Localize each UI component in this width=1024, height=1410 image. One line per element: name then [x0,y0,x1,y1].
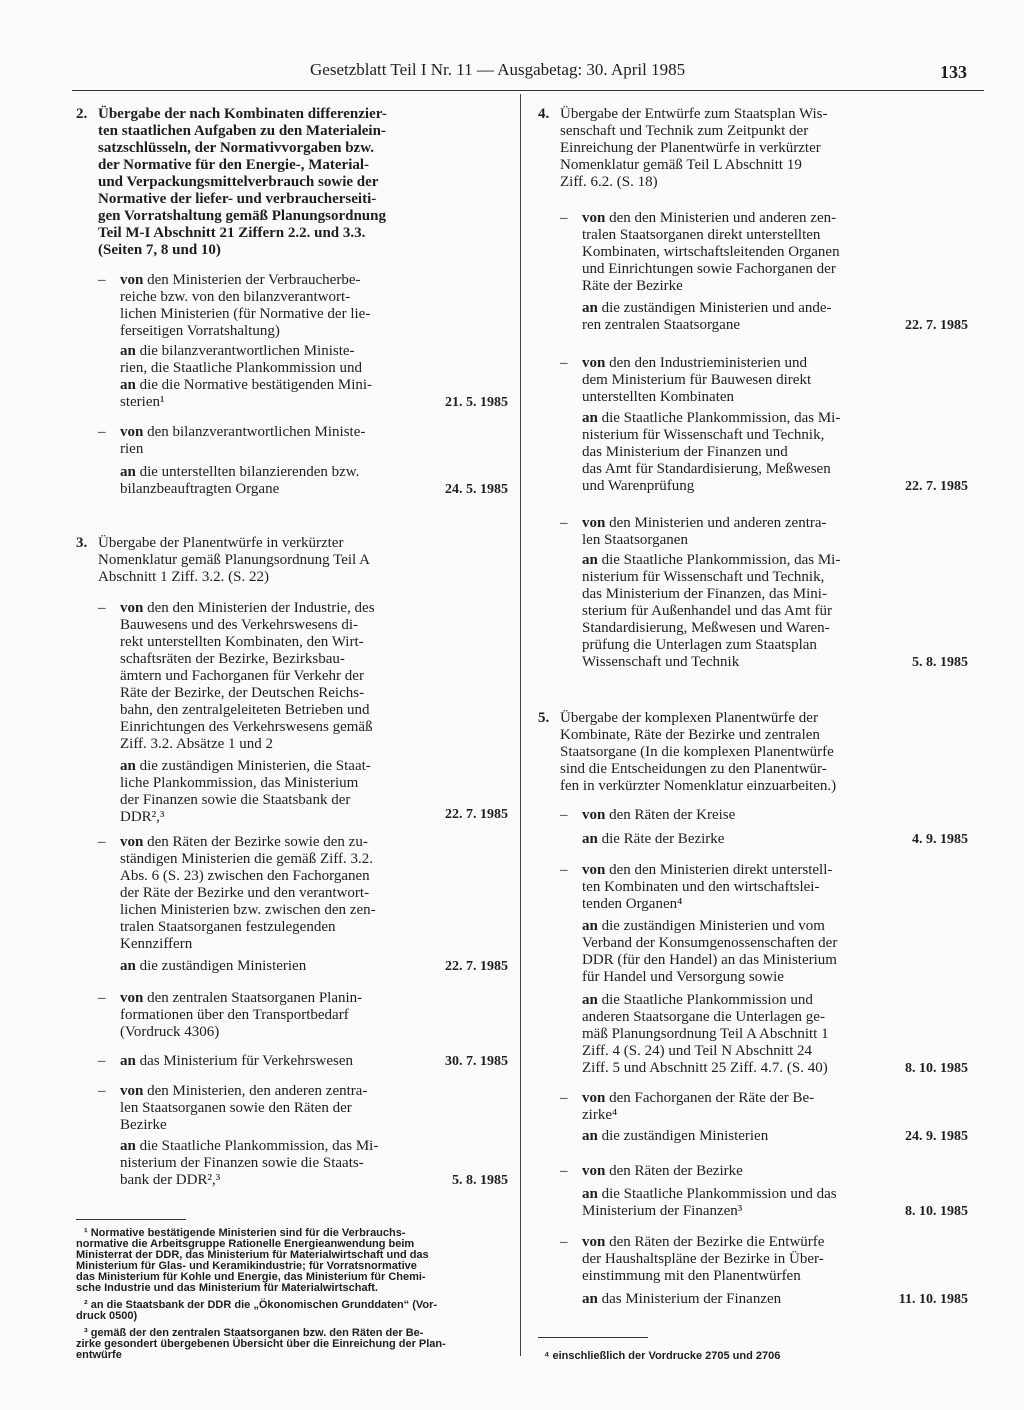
an-line: ren zentralen Staatsorgane [582,317,740,333]
an-line: Wissenschaft und Technik [582,654,740,670]
von-line: zirke⁴ [582,1107,618,1123]
deadline-date: 21. 5. 1985 [445,395,508,410]
page-number: 133 [940,62,967,82]
von-line: schaftsräten der Bezirke, Bezirksbau- [120,651,345,667]
von-line: der Räte der Bezirke und den verantwort- [120,885,370,901]
von-line: ten Kombinaten und den wirtschaftslei- [582,879,820,895]
von-line: der Haushaltspläne der Bezirke in Über- [582,1251,824,1267]
an-line: für Handel und Versorgung sowie [582,969,784,985]
dash-bullet: – [560,1163,568,1179]
von-line: von den zentralen Staatsorganen Planin- [120,990,363,1006]
an-line: Ministerium der Finanzen³ [582,1203,743,1219]
dash-bullet: – [560,1090,568,1106]
an-line: der Finanzen sowie die Staatsbank der [120,792,351,808]
an-line: an die zuständigen Ministerien und ande- [582,300,832,316]
an-line: DDR²,³ [120,809,165,825]
dash-bullet: – [98,272,106,288]
von-line: dem Ministerium für Bauwesen direkt [582,372,812,388]
an-line: prüfung die Unterlagen zum Staatsplan [582,637,817,653]
von-line: unterstellten Kombinaten [582,389,735,405]
von-line: tenden Organen⁴ [582,896,683,912]
von-line: rien [120,441,144,457]
an-line: mäß Planungsordnung Teil A Abschnitt 1 [582,1026,829,1042]
von-line: von den den Industrieministerien und [582,355,807,371]
deadline-date: 5. 8. 1985 [912,655,968,670]
von-line: len Staatsorganen [582,532,688,548]
von-line: von den bilanzverantwortlichen Ministe- [120,424,366,440]
deadline-date: 24. 9. 1985 [905,1129,968,1144]
von-line: Bauwesens und des Verkehrswesens di- [120,617,359,633]
deadline-date: 30. 7. 1985 [445,1054,508,1069]
an-line: Verband der Konsumgenossenschaften der [582,935,838,951]
dash-bullet: – [98,990,106,1006]
von-line: Abs. 6 (S. 23) zwischen den Fachorganen [120,868,370,884]
dash-bullet: – [560,1234,568,1250]
item-number: 2. [76,106,88,122]
an-line: an das Ministerium der Finanzen [582,1291,782,1307]
dash-bullet: – [98,834,106,850]
an-line: bilanzbeauftragten Organe [120,481,280,497]
von-line: ferseitigen Vorratshaltung) [120,323,280,339]
an-line: nisterium für Wissenschaft und Technik, [582,427,825,443]
von-line: von den den Ministerien direkt unterstell- [582,862,833,878]
von-line: von den Ministerien der Verbraucherbe- [120,272,361,288]
an-line: an die bilanzverantwortlichen Ministe- [120,343,355,359]
an-line: das Amt für Standardisierung, Meßwesen [582,461,831,477]
an-line: liche Plankommission, das Ministerium [120,775,359,791]
an-line: anderen Staatsorgane die Unterlagen ge- [582,1009,825,1025]
footnote-4: ⁴ einschließlich der Vordrucke 2705 und 2706 [544,1350,781,1362]
item-number: 3. [76,535,88,551]
von-line: tralen Staatsorganen festzulegenden [120,919,336,935]
von-line: Räte der Bezirke [582,278,683,294]
von-line: Kombinaten, wirtschaftsleitenden Organen [582,244,840,260]
von-line: von den Räten der Kreise [582,807,736,823]
dash-bullet: – [98,600,106,616]
von-line: von den Ministerien und anderen zentra- [582,515,827,531]
an-line: und Warenprüfung [582,478,695,494]
deadline-date: 22. 7. 1985 [445,959,508,974]
dash-bullet: – [98,1053,106,1069]
von-line: und Einrichtungen sowie Fachorganen der [582,261,836,277]
dash-bullet: – [560,355,568,371]
deadline-date: 11. 10. 1985 [898,1292,968,1307]
von-line: len Staatsorganen sowie den Räten der [120,1100,352,1116]
von-line: tralen Staatsorganen direkt unterstellten [582,227,821,243]
von-line: Einrichtungen des Verkehrswesens gemäß [120,719,373,735]
an-line: an die zuständigen Ministerien und vom [582,918,825,934]
column-divider [520,94,521,1356]
dash-bullet: – [98,1083,106,1099]
an-line: rien, die Staatliche Plankommission und [120,360,363,376]
deadline-date: 22. 7. 1985 [445,807,508,822]
item-number: 5. [538,710,550,726]
dash-bullet: – [560,515,568,531]
an-line: nisterium der Finanzen sowie die Staats- [120,1155,364,1171]
header-rule [72,90,984,91]
deadline-date: 8. 10. 1985 [905,1204,968,1219]
von-line: Räte der Bezirke, der Deutschen Reichs- [120,685,365,701]
dash-bullet: – [98,424,106,440]
an-line: das Ministerium der Finanzen und [582,444,788,460]
an-line: sterium für Außenhandel und das Amt für [582,603,832,619]
von-line: reiche bzw. von den bilanzverantwort- [120,289,351,305]
von-line: (Vordruck 4306) [120,1024,220,1040]
an-line: an die Staatliche Plankommission und [582,992,813,1008]
an-line: an die Staatliche Plankommission, das Mi- [582,552,841,568]
deadline-date: 22. 7. 1985 [905,318,968,333]
an-line: an die Staatliche Plankommission, das Mi- [582,410,841,426]
von-line: lichen Ministerien bzw. zwischen den zen- [120,902,376,918]
von-line: ämtern und Fachorganen für Verkehr der [120,668,364,684]
an-line: an die Staatliche Plankommission und das [582,1186,837,1202]
von-line: von den den Ministerien und anderen zen- [582,210,837,226]
an-line: an die zuständigen Ministerien, die Staat- [120,758,371,774]
an-line: an die die Normative bestätigenden Mini- [120,377,373,393]
von-line: Kennziffern [120,936,193,952]
an-line: das Ministerium der Finanzen, das Mini- [582,586,827,602]
von-line: einstimmung mit den Planentwürfen [582,1268,801,1284]
von-line: ständigen Ministerien die gemäß Ziff. 3.2. [120,851,374,867]
an-line: an die unterstellten bilanzierenden bzw. [120,464,360,480]
von-line: formationen über den Transportbedarf [120,1007,349,1023]
an-line: Standardisierung, Meßwesen und Waren- [582,620,830,636]
dash-bullet: – [560,807,568,823]
footnote-rule [76,1219,186,1220]
von-line: bahn, den zentralgeleiteten Betrieben und [120,702,370,718]
von-line: Bezirke [120,1117,167,1133]
an-line: DDR (für den Handel) an das Ministerium [582,952,837,968]
von-line: von den Fachorganen der Räte der Be- [582,1090,815,1106]
deadline-date: 24. 5. 1985 [445,482,508,497]
page-header [0,60,1024,90]
von-line: von den Räten der Bezirke sowie den zu- [120,834,368,850]
deadline-date: 4. 9. 1985 [912,832,968,847]
deadline-date: 5. 8. 1985 [452,1173,508,1188]
von-line: von den Räten der Bezirke die Entwürfe [582,1234,825,1250]
an-line: sterien¹ [120,394,165,410]
an-line: an die zuständigen Ministerien [120,958,307,974]
an-line: nisterium für Wissenschaft und Technik, [582,569,825,585]
von-line: von den den Ministerien der Industrie, des [120,600,375,616]
an-line: Ziff. 4 (S. 24) und Teil N Abschnitt 24 [582,1043,813,1059]
an-line: an die Räte der Bezirke [582,831,725,847]
an-line: an das Ministerium für Verkehrswesen [120,1053,354,1069]
an-line: Ziff. 5 und Abschnitt 25 Ziff. 4.7. (S. 40) [582,1060,828,1076]
von-line: Ziff. 3.2. Absätze 1 und 2 [120,736,274,752]
deadline-date: 22. 7. 1985 [905,479,968,494]
an-line: an die zuständigen Ministerien [582,1128,769,1144]
von-line: von den Räten der Bezirke [582,1163,743,1179]
an-line: bank der DDR²,³ [120,1172,221,1188]
von-line: rekt unterstellten Kombinaten, den Wirt- [120,634,364,650]
dash-bullet: – [560,210,568,226]
an-line: an die Staatliche Plankommission, das Mi- [120,1138,379,1154]
von-line: lichen Ministerien (für Normative der lie- [120,306,371,322]
dash-bullet: – [560,862,568,878]
footnote-rule [538,1337,648,1338]
gazette-title: Gesetzblatt Teil I Nr. 11 — Ausgabetag: 30. April 1985 [310,60,686,79]
von-line: von den Ministerien, den anderen zentra- [120,1083,368,1099]
item-number: 4. [538,106,550,122]
deadline-date: 8. 10. 1985 [905,1061,968,1076]
